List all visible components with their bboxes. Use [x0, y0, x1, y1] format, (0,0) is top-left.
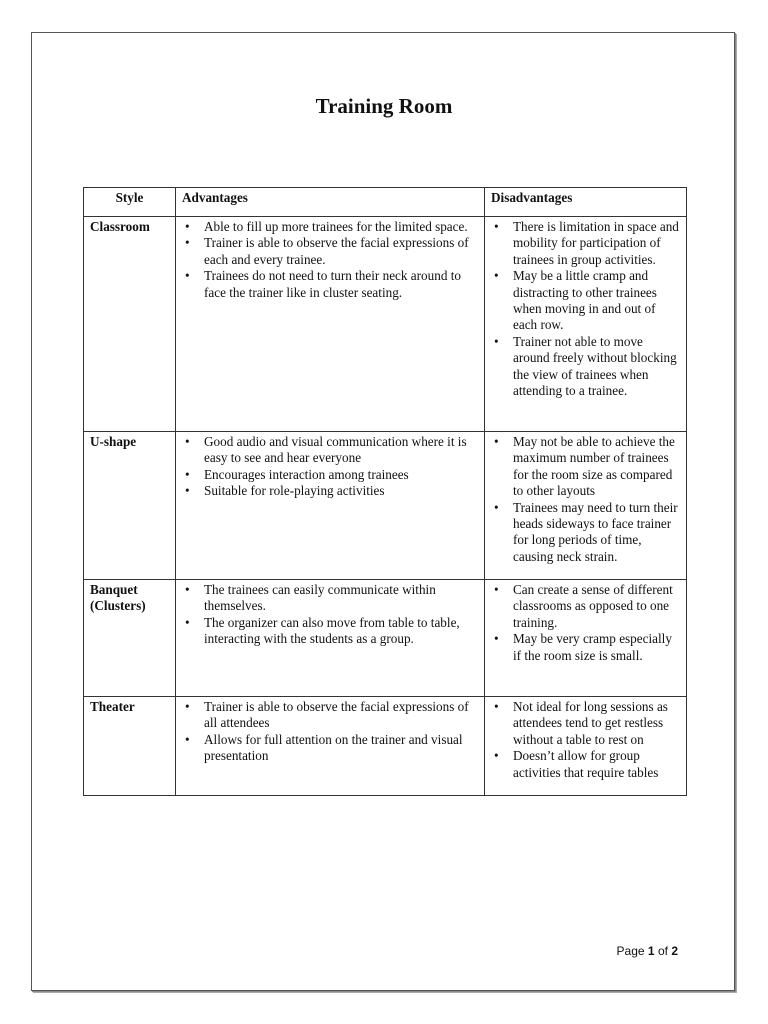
list-item: • Good audio and visual communication where it is easy to see and hear everyone [182, 434, 478, 467]
list-item: • Doesn’t allow for group activities that require tables [491, 748, 680, 781]
header-disadvantages: Disadvantages [485, 188, 687, 217]
total-pages-number: 2 [671, 944, 678, 958]
disadvantages-list [491, 434, 680, 565]
table-row [84, 697, 687, 796]
table-row [84, 217, 687, 432]
table-header-row [84, 188, 687, 217]
list-item: • Trainer not able to move around freely without blocking the view of trainees when attending to a trainee. [491, 334, 680, 400]
list-item: • Trainer is able to observe the facial expressions of all attendees [182, 699, 478, 732]
of-word: of [657, 944, 668, 958]
table-row [84, 432, 687, 580]
disadvantages-list [491, 219, 680, 399]
advantages-cell [176, 580, 485, 697]
list-item: • The trainees can easily communicate within themselves. [182, 582, 478, 615]
style-cell: Banquet (Clusters) [84, 580, 176, 697]
header-style: Style [84, 188, 176, 217]
current-page-number: 1 [647, 944, 655, 958]
advantages-list [182, 582, 478, 648]
advantages-cell [176, 697, 485, 796]
header-advantages: Advantages [176, 188, 485, 217]
list-item: • Encourages interaction among trainees [182, 467, 478, 483]
style-cell: Theater [84, 697, 176, 796]
disadvantages-cell [485, 697, 687, 796]
advantages-cell [176, 217, 485, 432]
list-item: • Can create a sense of different classrooms as opposed to one training. [491, 582, 680, 631]
advantages-list [182, 434, 478, 500]
disadvantages-list [491, 582, 680, 664]
advantages-list [182, 699, 478, 765]
list-item: • Able to fill up more trainees for the limited space. [182, 219, 478, 235]
list-item: • Not ideal for long sessions as attendees tend to get restless without a table to rest on [491, 699, 680, 748]
list-item: • Suitable for role-playing activities [182, 483, 478, 499]
page-word: Page [616, 944, 645, 958]
training-room-table [83, 187, 687, 796]
style-cell: Classroom [84, 217, 176, 432]
disadvantages-cell [485, 432, 687, 580]
page-title: Training Room [315, 94, 453, 118]
list-item: • Trainees may need to turn their heads sideways to face trainer for long periods of time, causing neck strain. [491, 500, 680, 566]
disadvantages-cell [485, 580, 687, 697]
list-item: • May be very cramp especially if the room size is small. [491, 631, 680, 664]
list-item: • May be a little cramp and distracting to other trainees when moving in and out of each row. [491, 268, 680, 334]
page-number-footer [617, 944, 678, 958]
list-item: • Trainees do not need to turn their neck around to face the trainer like in cluster seating. [182, 268, 478, 301]
list-item: • The organizer can also move from table to table, interacting with the students as a group. [182, 615, 478, 648]
disadvantages-list [491, 699, 680, 781]
advantages-cell [176, 432, 485, 580]
table-row [84, 580, 687, 697]
list-item: • Allows for full attention on the trainer and visual presentation [182, 732, 478, 765]
list-item: • There is limitation in space and mobility for participation of trainees in group activities. [491, 219, 680, 268]
list-item: • Trainer is able to observe the facial expressions of each and every trainee. [182, 235, 478, 268]
advantages-list [182, 219, 478, 301]
list-item: • May not be able to achieve the maximum number of trainees for the room size as compared to other layouts [491, 434, 680, 500]
style-cell: U-shape [84, 432, 176, 580]
disadvantages-cell [485, 217, 687, 432]
